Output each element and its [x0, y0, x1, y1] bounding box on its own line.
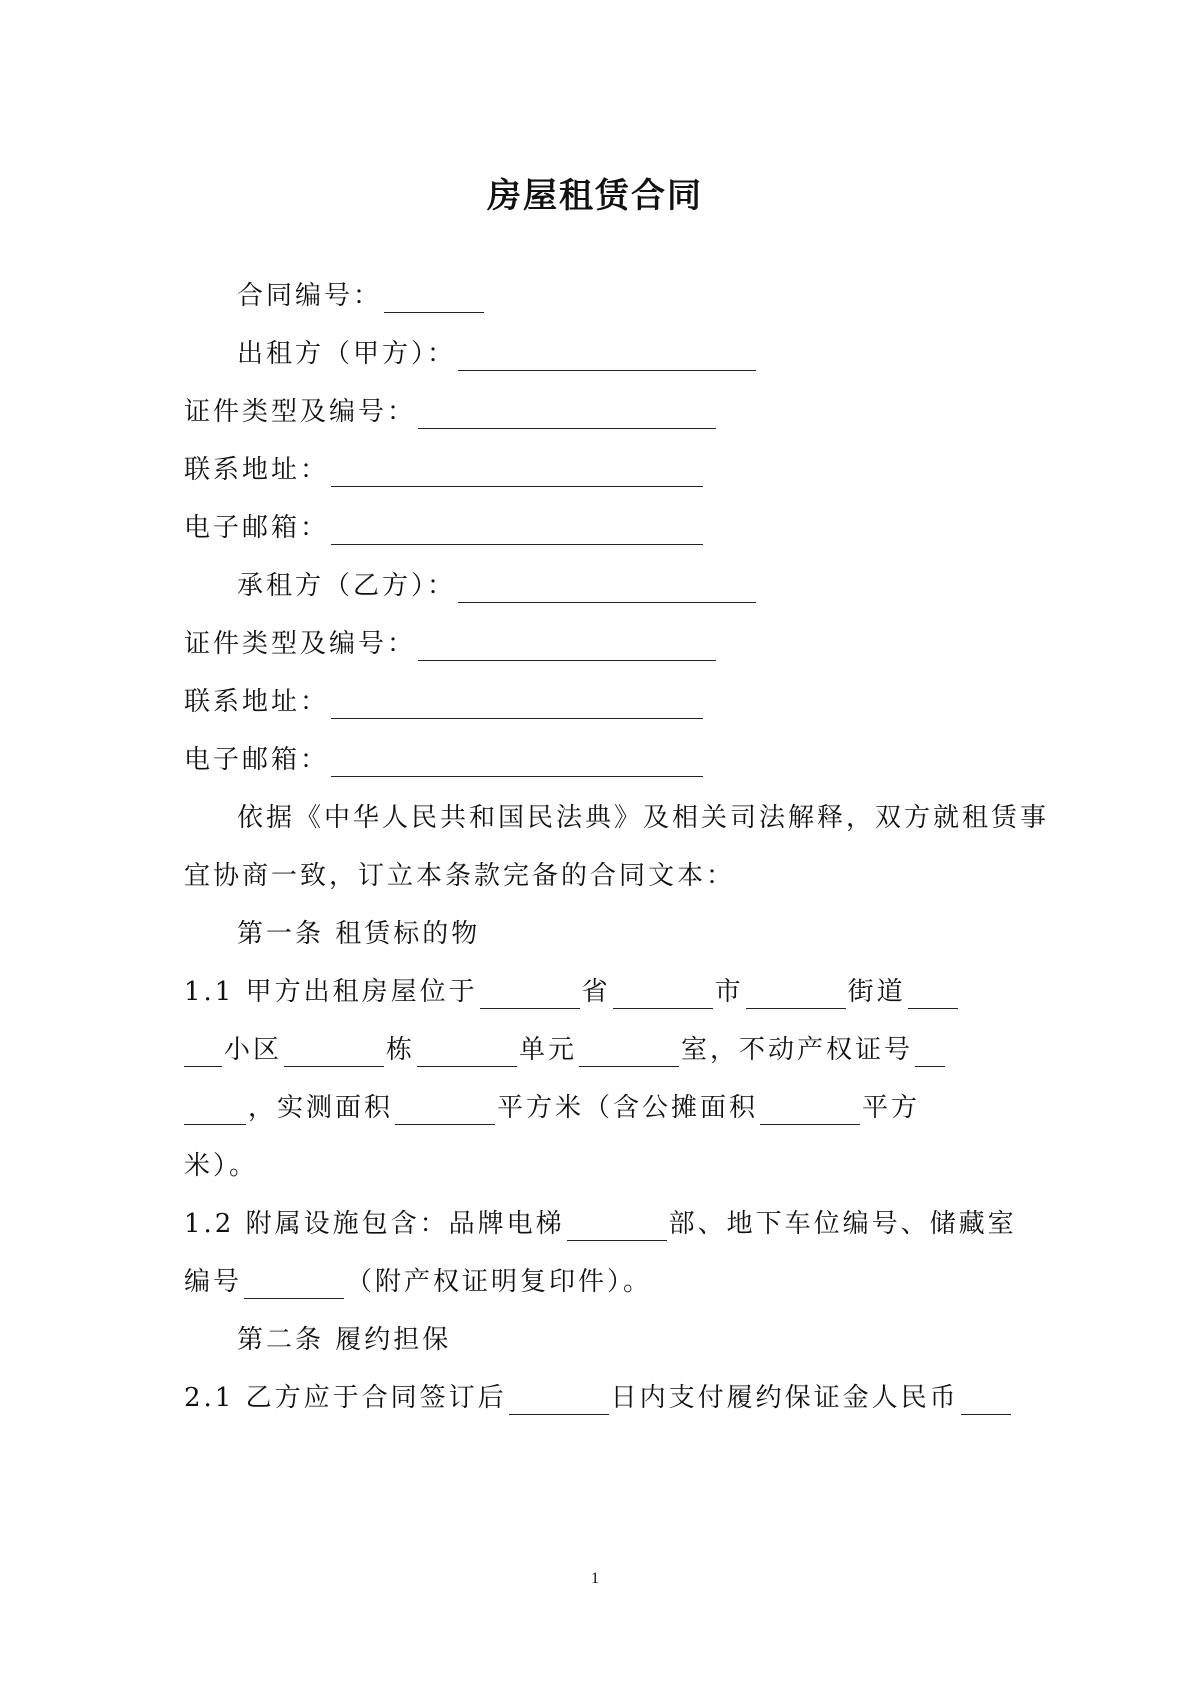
- preamble-line-2: 宜协商一致，订立本条款完备的合同文本：: [184, 861, 736, 891]
- preamble-line-1: 依据《中华人民共和国民法典》及相关司法解释，双方就租赁事: [237, 803, 1050, 833]
- lessee-id-blank[interactable]: [418, 634, 716, 661]
- measured-area-label: ，实测面积: [248, 1093, 394, 1123]
- lessee-blank[interactable]: [458, 576, 756, 603]
- lessee-id-line: [184, 627, 718, 661]
- room-label: 室，不动产权证号: [681, 1035, 914, 1065]
- unit-blank[interactable]: [417, 1040, 517, 1067]
- clause-1-1-text: 1.1 甲方出租房屋位于: [184, 977, 478, 1007]
- attachment-note: （附产权证明复印件）。: [346, 1267, 653, 1297]
- lessor-address-blank[interactable]: [331, 460, 703, 487]
- clause-2-1-text: 2.1 乙方应于合同签订后: [184, 1383, 507, 1413]
- lessee-label: 承租方（乙方）：: [237, 571, 457, 601]
- city-blank[interactable]: [613, 982, 713, 1009]
- property-cert-blank-start[interactable]: [915, 1040, 945, 1067]
- lessor-id-line: [184, 395, 718, 429]
- lessee-address-label: 联系地址：: [184, 687, 330, 717]
- clause-1-1-line-4: 米）。: [184, 1151, 259, 1181]
- lessor-email-label: 电子邮箱：: [184, 513, 330, 543]
- page-title: 房屋租赁合同: [487, 176, 703, 216]
- shared-area-label: 平方米（含公摊面积: [497, 1093, 759, 1123]
- province-blank[interactable]: [480, 982, 580, 1009]
- unit-label: 单元: [519, 1035, 578, 1065]
- deposit-amount-blank[interactable]: [961, 1388, 1011, 1415]
- storage-number-label: 编号: [184, 1267, 243, 1297]
- city-label: 市: [714, 977, 744, 1007]
- lessee-email-label: 电子邮箱：: [184, 745, 330, 775]
- building-blank[interactable]: [284, 1040, 384, 1067]
- lessee-email-line: [184, 743, 705, 777]
- clause-1-2-line-1: [184, 1207, 1017, 1241]
- shared-area-blank[interactable]: [760, 1098, 860, 1125]
- square-meter-label: 平方: [862, 1093, 921, 1123]
- deposit-amount-label: 日内支付履约保证金人民币: [610, 1383, 959, 1413]
- contract-number-label: 合同编号：: [237, 281, 383, 311]
- building-label: 栋: [386, 1035, 416, 1065]
- lessor-email-blank[interactable]: [331, 518, 703, 545]
- clause-1-2-line-2: [184, 1265, 652, 1299]
- lessee-address-line: [184, 685, 705, 719]
- lessor-blank[interactable]: [458, 344, 756, 371]
- clause-2-1-line-1: [184, 1381, 1013, 1415]
- clause-1-1-line-1: [184, 975, 960, 1009]
- lessee-email-blank[interactable]: [331, 750, 703, 777]
- room-blank[interactable]: [579, 1040, 679, 1067]
- lessor-id-label: 证件类型及编号：: [184, 397, 417, 427]
- community-blank-start[interactable]: [908, 982, 958, 1009]
- parking-storage-label: 部、地下车位编号、储藏室: [668, 1209, 1017, 1239]
- lessee-line: [237, 569, 758, 603]
- lessee-id-label: 证件类型及编号：: [184, 629, 417, 659]
- street-label: 街道: [847, 977, 906, 1007]
- street-blank[interactable]: [746, 982, 846, 1009]
- measured-area-blank[interactable]: [395, 1098, 495, 1125]
- lessor-address-label: 联系地址：: [184, 455, 330, 485]
- clause-1-2-text: 1.2 附属设施包含：品牌电梯: [184, 1209, 565, 1239]
- property-cert-blank-end[interactable]: [184, 1098, 246, 1125]
- clause-1-1-line-3: [184, 1091, 920, 1125]
- contract-number-line: [237, 279, 486, 313]
- page-number: 1: [591, 1570, 599, 1587]
- lessor-line: [237, 337, 758, 371]
- clause-1-1-line-2: [184, 1033, 947, 1067]
- storage-number-blank[interactable]: [244, 1272, 344, 1299]
- lessor-address-line: [184, 453, 705, 487]
- article-1-heading: 第一条 租赁标的物: [237, 919, 481, 949]
- province-label: 省: [581, 977, 611, 1007]
- lessor-email-line: [184, 511, 705, 545]
- elevator-count-blank[interactable]: [567, 1214, 667, 1241]
- lessor-id-blank[interactable]: [418, 402, 716, 429]
- deposit-days-blank[interactable]: [509, 1388, 609, 1415]
- contract-number-blank[interactable]: [384, 286, 484, 313]
- lessee-address-blank[interactable]: [331, 692, 703, 719]
- lessor-label: 出租方（甲方）：: [237, 339, 457, 369]
- article-2-heading: 第二条 履约担保: [237, 1325, 452, 1355]
- community-label: 小区: [224, 1035, 283, 1065]
- community-blank-end[interactable]: [184, 1040, 222, 1067]
